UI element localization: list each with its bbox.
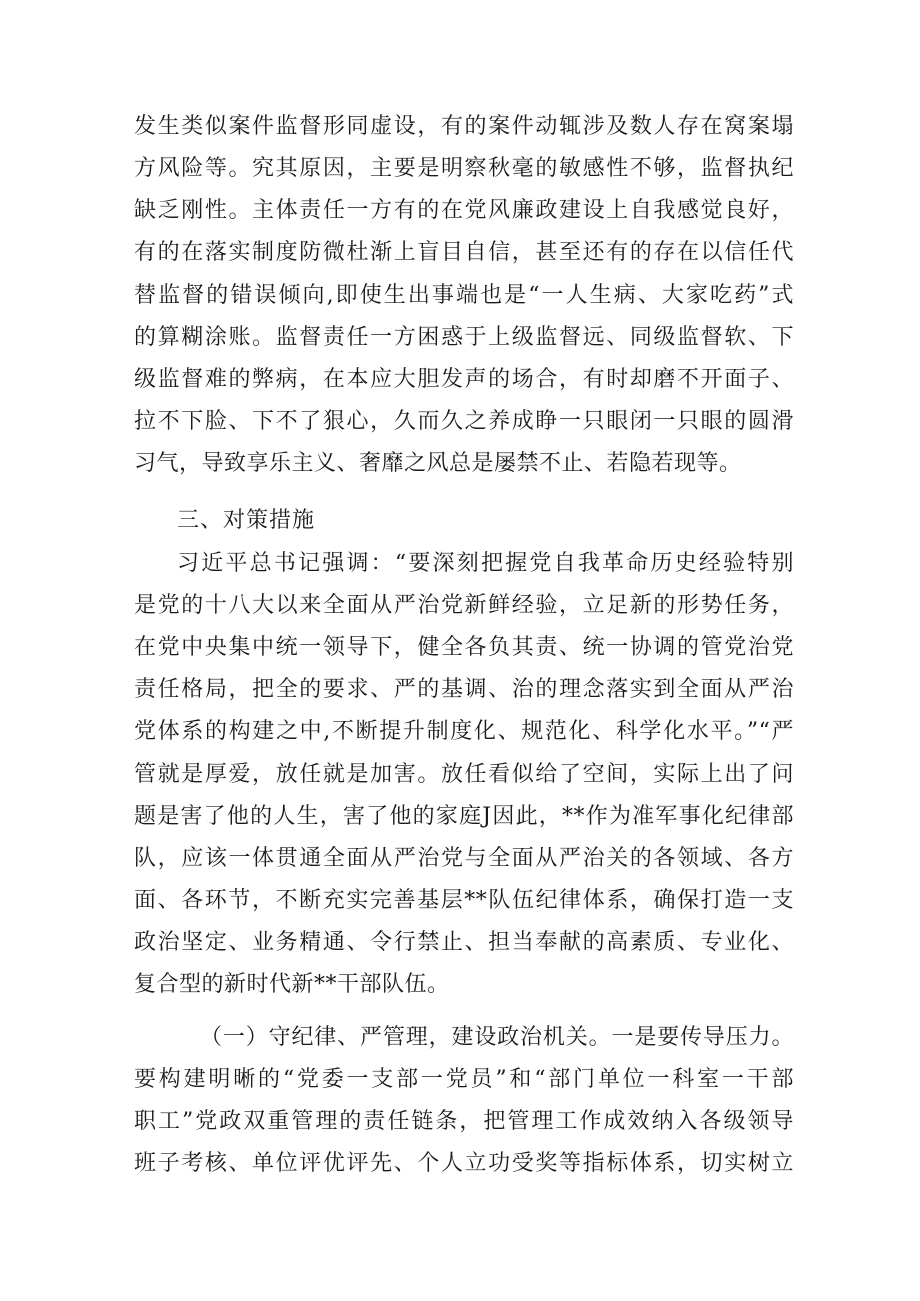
paragraph-2-line-5: 党体系的构建之中,不断提升制度化、规范化、科学化水平。”“严 [134,719,794,744]
paragraph-1-line-4: 有的在落实制度防微杜渐上盲目自信，甚至还有的存在以信任代 [134,240,794,265]
paragraph-1-line-3: 缺乏刚性。主体责任一方有的在党风廉政建设上自我感觉良好， [134,198,794,223]
paragraph-2-line-10: 政治坚定、业务精通、令行禁止、担当奉献的高素质、专业化、 [134,930,794,955]
paragraph-2-line-9: 面、各环节，不断充实完善基层**队伍纪律体系，确保打造一支 [134,888,794,913]
paragraph-2-line-1: 习近平总书记强调：“要深刻把握党自我革命历史经验特别 [177,551,794,576]
paragraph-1-line-6: 的算糊涂账。监督责任一方困惑于上级监督远、同级监督软、下 [134,325,794,350]
paragraph-2-line-6: 管就是厚爱，放任就是加害。放任看似给了空间，实际上出了问 [134,762,794,787]
paragraph-2-line-2: 是党的十八大以来全面从严治党新鲜经验，立足新的形势任务， [134,593,794,618]
paragraph-3-line-2: 要构建明晰的“党委一支部一党员”和“部门单位一科室一干部 [134,1067,794,1092]
paragraph-2-line-11: 复合型的新时代新**干部队伍。 [134,972,450,997]
section-heading: 三、对策措施 [177,508,316,533]
paragraph-1-line-5: 替监督的错误倾向,即使生出事端也是“一人生病、大家吃药”式 [134,283,794,308]
paragraph-3-line-4: 班子考核、单位评优评先、个人立功受奖等指标体系，切实树立 [134,1151,794,1176]
paragraph-2-line-8: 队，应该一体贯通全面从严治党与全面从严治关的各领域、各方 [134,846,794,871]
paragraph-1-line-2: 方风险等。究其原因，主要是明察秋毫的敏感性不够，监督执纪 [134,156,794,181]
paragraph-1-line-9: 习气，导致享乐主义、奢靡之风总是屡禁不止、若隐若现等。 [134,451,742,476]
paragraph-2-line-4: 责任格局，把全的要求、严的基调、治的理念落实到全面从严治 [134,677,794,702]
paragraph-2-line-3: 在党中央集中统一领导下，健全各负其责、统一协调的管党治党 [134,635,794,660]
paragraph-1-line-7: 级监督难的弊病，在本应大胆发声的场合，有时却磨不开面子、 [134,367,794,392]
paragraph-2-line-7: 题是害了他的人生，害了他的家庭J因此，**作为准军事化纪律部 [134,804,794,829]
paragraph-1-line-1: 发生类似案件监督形同虚设，有的案件动辄涉及数人存在窝案塌 [134,114,794,139]
paragraph-3-line-1: （一）守纪律、严管理，建设政治机关。一是要传导压力。 [200,1025,794,1050]
paragraph-3-line-3: 职工”党政双重管理的责任链条，把管理工作成效纳入各级领导 [134,1109,794,1134]
paragraph-1-line-8: 拉不下脸、下不了狠心，久而久之养成睁一只眼闭一只眼的圆滑 [134,409,794,434]
